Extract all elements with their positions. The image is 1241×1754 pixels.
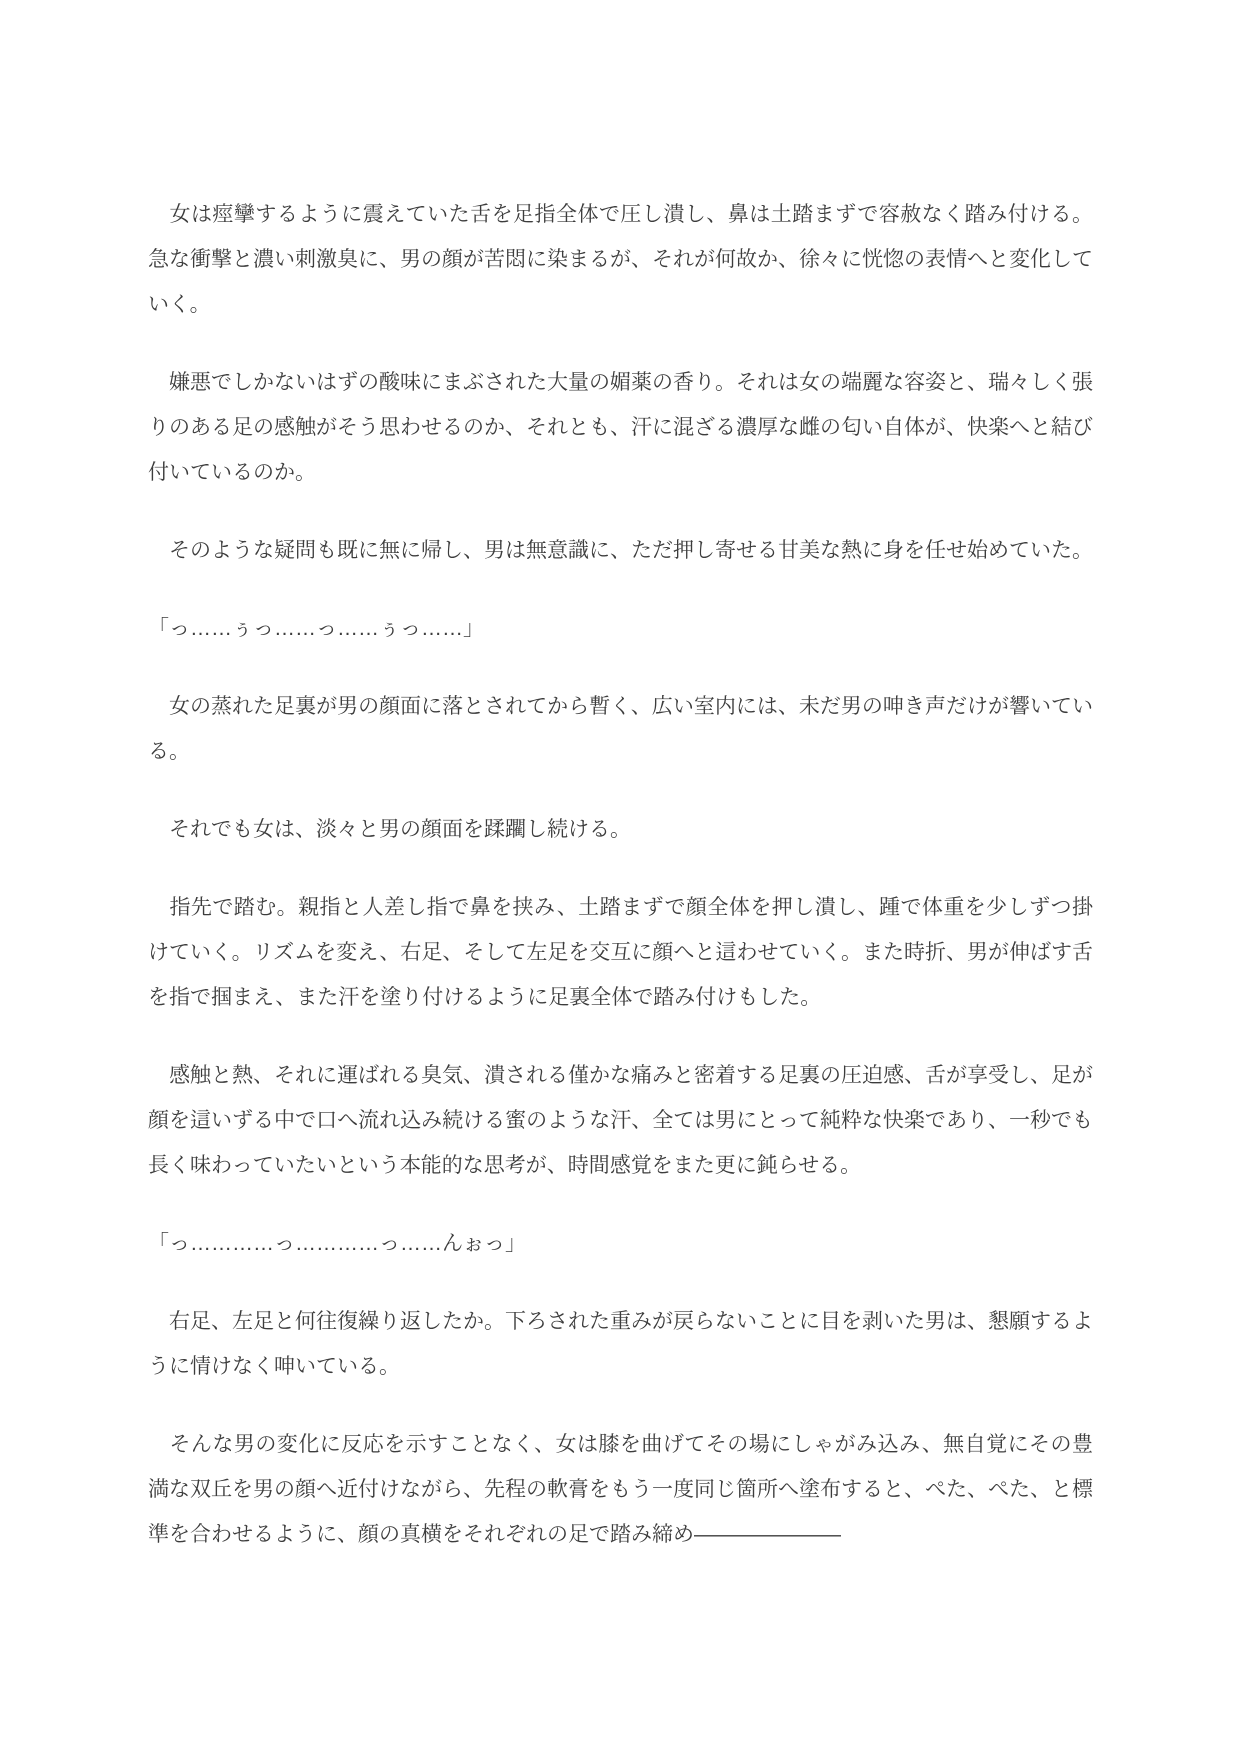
paragraph: そのような疑問も既に無に帰し、男は無意識に、ただ押し寄せる甘美な熱に身を任せ始めていた。 bbox=[148, 539, 1093, 562]
document-body-text bbox=[148, 192, 1093, 1557]
paragraph: 嫌悪でしかないはずの酸味にまぶされた大量の媚薬の香り。それは女の端麗な容姿と、瑞々しく張りのある足の感触がそう思わせるのか、それとも、汗に混ざる濃厚な雌の匂い自体が、快楽へと結び付いているのか。 bbox=[148, 371, 1093, 484]
dialogue-line: 「っ……ぅっ……っ……ぅっ……」 bbox=[148, 617, 484, 640]
paragraph: 女の蒸れた足裏が男の顔面に落とされてから暫く、広い室内には、未だ男の呻き声だけが響いている。 bbox=[148, 695, 1093, 763]
paragraph: 感触と熱、それに運ばれる臭気、潰される僅かな痛みと密着する足裏の圧迫感、舌が享受し、足が顔を這いずる中で口へ流れ込み続ける蜜のような汗、全ては男にとって純粋な快楽であり、一秒でも長く味わっていたいという本能的な思考が、時間感覚をまた更に鈍らせる。 bbox=[148, 1064, 1093, 1177]
paragraph: そんな男の変化に反応を示すことなく、女は膝を曲げてその場にしゃがみ込み、無自覚にその豊満な双丘を男の顔へ近付けながら、先程の軟膏をもう一度同じ箇所へ塗布すると、ぺた、ぺた、と標準を合わせるように、顔の真横をそれぞれの足で踏み締め――――――― bbox=[148, 1433, 1093, 1546]
paragraph: それでも女は、淡々と男の顔面を蹂躙し続ける。 bbox=[148, 818, 631, 841]
paragraph: 指先で踏む。親指と人差し指で鼻を挟み、土踏まずで顔全体を押し潰し、踵で体重を少しずつ掛けていく。リズムを変え、右足、そして左足を交互に顔へと這わせていく。また時折、男が伸ばす舌を指で掴まえ、また汗を塗り付けるように足裏全体で踏み付けもした。 bbox=[148, 896, 1093, 1009]
dialogue-line: 「っ…………っ…………っ……んぉっ」 bbox=[148, 1232, 526, 1255]
paragraph: 女は痙攣するように震えていた舌を足指全体で圧し潰し、鼻は土踏まずで容赦なく踏み付ける。急な衝撃と濃い刺激臭に、男の顔が苦悶に染まるが、それが何故か、徐々に恍惚の表情へと変化していく。 bbox=[148, 203, 1093, 316]
paragraph: 右足、左足と何往復繰り返したか。下ろされた重みが戻らないことに目を剥いた男は、懇願するように情けなく呻いている。 bbox=[148, 1310, 1093, 1378]
